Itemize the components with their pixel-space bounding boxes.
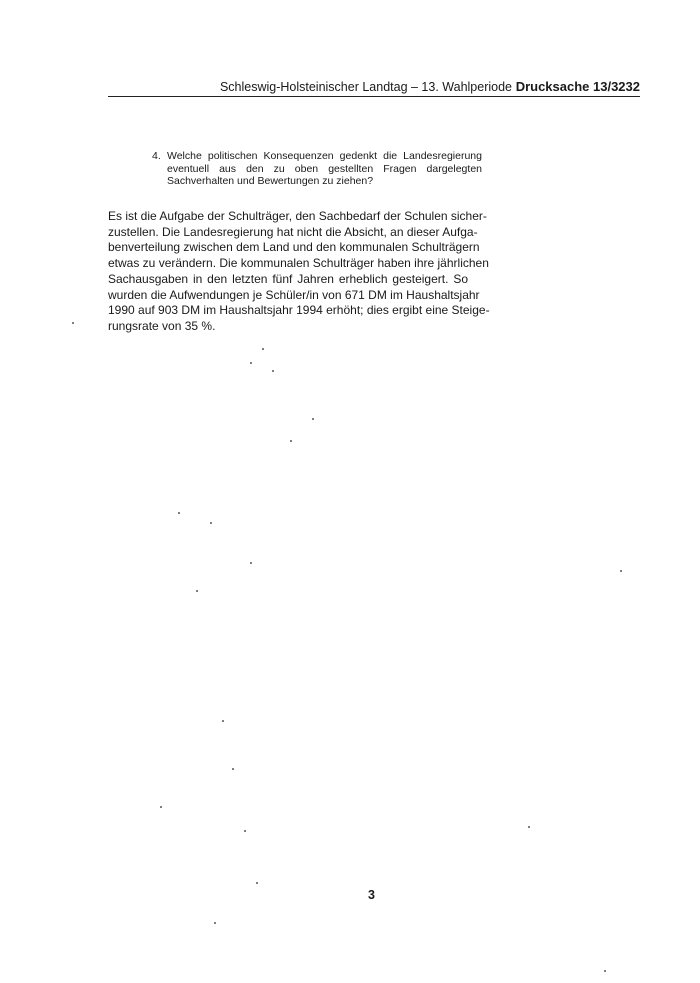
answer-line: wurden die Aufwendungen je Schüler/in von 671 DM im Haushaltsjahr (108, 287, 480, 302)
answer-line: rungsrate von 35 %. (108, 318, 216, 333)
scan-speck (160, 806, 162, 808)
answer-line: etwas zu verändern. Die kommunalen Schulträger haben ihre jährlichen (108, 256, 489, 271)
scan-speck (222, 720, 224, 722)
scan-speck (272, 370, 274, 372)
scan-speck (528, 826, 530, 828)
answer-paragraph (108, 209, 490, 335)
answer-line: 1990 auf 903 DM im Haushaltsjahr 1994 erhöht; dies ergibt eine Steige- (108, 303, 490, 318)
scan-speck (72, 322, 74, 324)
scan-speck (178, 512, 180, 514)
scan-speck (604, 970, 606, 972)
header-title: Schleswig-Holsteinischer Landtag – 13. Wahlperiode (219, 80, 512, 94)
answer-line: benverteilung zwischen dem Land und den kommunalen Schulträgern (108, 240, 480, 255)
document-number: Drucksache 13/3232 (515, 79, 640, 94)
question-text: Welche politischen Konsequenzen gedenkt die Landesregierung eventuell aus den zu oben gestellten Fragen dargelegten Sachverhalten und Bewertungen zu ziehen? (167, 150, 482, 188)
scan-speck (210, 522, 212, 524)
scan-speck (290, 440, 292, 442)
page-header (108, 78, 640, 98)
scan-speck (262, 348, 264, 350)
answer-line: zustellen. Die Landesregierung hat nicht die Absicht, an dieser Aufga- (108, 224, 478, 239)
page-number: 3 (368, 888, 375, 902)
question-number: 4. (152, 150, 161, 162)
scan-speck (250, 362, 252, 364)
scan-speck (312, 418, 314, 420)
scan-speck (250, 562, 252, 564)
scan-speck (196, 590, 198, 592)
header-rule (108, 96, 640, 97)
scan-speck (214, 922, 216, 924)
scan-speck (620, 570, 622, 572)
scan-speck (256, 882, 258, 884)
scan-speck (244, 830, 246, 832)
answer-line: Sachausgaben in den letzten fünf Jahren erheblich gesteigert. So (108, 271, 468, 286)
answer-line: Es ist die Aufgabe der Schulträger, den Sachbedarf der Schulen sicher- (108, 209, 487, 223)
scan-speck (232, 768, 234, 770)
